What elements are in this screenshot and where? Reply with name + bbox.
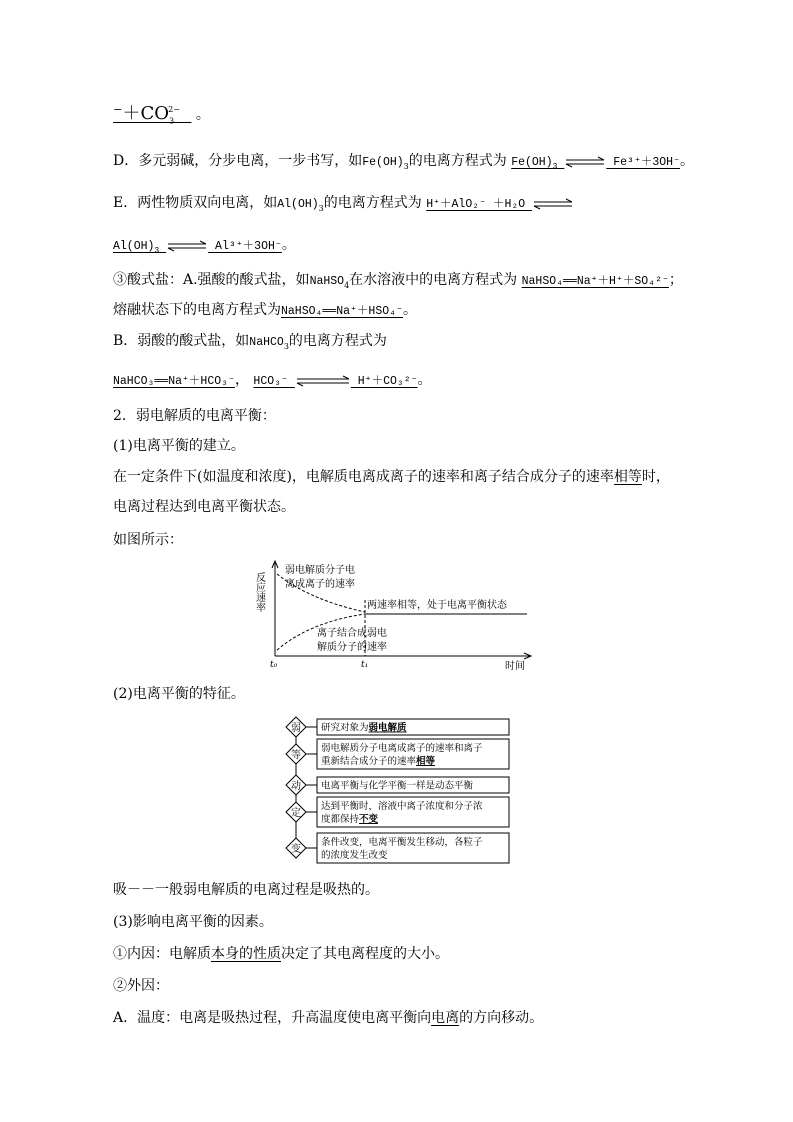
paragraph [113,467,670,487]
t0-tick-label: t₀ [270,660,278,670]
paragraph: ②外因： [113,978,169,994]
formula: Al(OH) [277,198,319,211]
text: 决定了其电离程度的大小。 [281,946,449,962]
underlined-answer: 电离 [431,1010,460,1026]
flow-row [286,739,509,769]
text: A．温度：电离是吸热过程，升高温度使电离平衡向 [113,1010,432,1026]
flow-key: 变 [291,844,301,855]
fe-equation: $Fe(OH)_3$ Fe³⁺＋3OH⁻ [511,156,681,172]
text: 的电离方程式为 [288,333,387,349]
flow-row [286,797,509,827]
flow-row [286,717,509,737]
text: 在水溶液中的电离方程式为 [349,272,518,288]
flow-text: 重新结合成分子的速率相等 [321,756,436,767]
text: 的电离方程式为 [323,195,422,211]
flow-key: 定 [291,808,301,819]
al-equation-a: H⁺＋AlO₂⁻ ＋H₂O [426,198,574,211]
paragraph: 电离过程达到电离平衡状态。 [113,499,295,515]
curve2-label: 解质分子的速率 [317,642,387,653]
al-equation-b: $Al(OH)_3$ Al³⁺＋3OH⁻ [113,240,282,256]
y-axis-label: 反应速率 [253,572,265,612]
text: 。 [402,302,417,318]
subsection-3-heading: (3)影响电离平衡的因素。 [113,914,273,930]
text: 时， [641,469,670,485]
co3-formula: $^-+CO_3^{2-}$ [113,103,180,126]
hco3-equation: HCO₃⁻ H⁺＋CO₃²⁻ [253,375,418,388]
flow-text: 研究对象为弱电解质 [321,722,407,734]
text: 的电离方程式为 [408,153,507,169]
flow-key: 弱 [291,723,301,734]
equilibrium-label: 两速率相等，处于电离平衡状态 [367,600,507,611]
paragraph: 如图所示： [113,532,183,548]
flow-row [286,833,509,863]
line-d: D．多元弱碱，分步电离，一步书写，如$Fe(OH)_3$的电离方程式为 $Fe(OH)_3$ Fe³⁺＋3OH⁻。 [113,153,695,172]
reversible-arrow-icon [166,240,208,252]
x-axis-label: 时间 [505,661,525,672]
paragraph [113,1008,543,1028]
formula: NaHCO [249,336,284,349]
text: 在一定条件下(如温度和浓度)，电解质电离成离子的速率和离子结合成分子的速率 [113,469,614,485]
flow-text: 度都保持不变 [321,814,379,825]
section-2-heading: 2．弱电解质的电离平衡： [113,408,276,424]
text: ①内因：电解质 [113,946,211,962]
reversible-arrow-icon [564,156,606,168]
reversible-arrow-icon [532,198,574,210]
formula: NaHSO [309,275,345,288]
line-acid-salt: ③酸式盐：A.强酸的酸式盐，如NaHSO$_4$在水溶液中的电离方程式为 NaHSO₄══Na⁺＋H⁺＋SO₄²⁻； [113,272,683,290]
ionization-equilibrium-graph [255,560,535,672]
formula: Fe(OH) [362,156,404,169]
flow-text: 条件改变，电离平衡发生移动，各粒子 [321,837,483,848]
paragraph: 吸－－一般弱电解质的电离过程是吸热的。 [113,882,379,898]
paragraph [113,944,449,964]
text: 的方向移动。 [459,1010,544,1026]
flow-key: 动 [291,781,301,792]
text: 。 [417,372,432,388]
curve2-label: 离子结合成弱电 [317,628,387,639]
equilibrium-features-diagram [279,715,514,867]
line-e2 [113,235,296,257]
line-end: 。 [195,107,210,123]
t1-tick-label: t₁ [361,660,369,670]
flow-row [286,775,509,795]
line-b: B．弱酸的酸式盐，如NaHCO$_3$的电离方程式为 [113,333,387,351]
flow-key: 等 [291,750,301,761]
flow-text: 达到平衡时，溶液中离子浓度和分子浓 [321,801,483,812]
nahso4-aqueous-equation: NaHSO₄══Na⁺＋H⁺＋SO₄²⁻ [521,275,669,288]
line-molten [113,300,417,322]
text: 。 [680,153,695,169]
flow-text: 弱电解质分子电离成离子的速率和离子 [321,743,483,754]
subsection-2-heading: (2)电离平衡的特征。 [113,686,245,702]
text: D．多元弱碱，分步电离，一步书写，如 [113,153,363,169]
subsection-1-heading: (1)电离平衡的建立。 [113,438,245,454]
text: ， [234,372,249,388]
text: E．两性物质双向电离，如 [113,195,278,211]
flow-text: 的浓度发生改变 [321,850,388,861]
text: ③酸式盐：A.强酸的酸式盐，如 [113,272,310,288]
nahco3-equation: NaHCO₃══Na⁺＋HCO₃⁻ [113,375,235,388]
curve1-label: 弱电解质分子电 [285,565,355,576]
text: 熔融状态下的电离方程式为 [113,302,281,318]
line-e: E．两性物质双向电离，如$Al(OH)_3$的电离方程式为 H⁺＋AlO₂⁻ ＋H₂O [113,193,574,215]
text: B．弱酸的酸式盐，如 [113,333,250,349]
reversible-arrow-icon [295,375,351,387]
curve1-label: 离成离子的速率 [285,579,355,590]
line-b2 [113,370,432,392]
text: 。 [281,237,296,253]
underlined-answer: 本身的性质 [211,946,281,962]
nahso4-molten-equation: NaHSO₄══Na⁺＋HSO₄⁻ [281,305,403,318]
text: ； [668,272,683,288]
flow-text: 电离平衡与化学平衡一样是动态平衡 [321,780,474,792]
underlined-answer: 相等 [613,469,642,485]
co3-fragment-line [113,104,210,125]
flow-rows [286,717,509,863]
